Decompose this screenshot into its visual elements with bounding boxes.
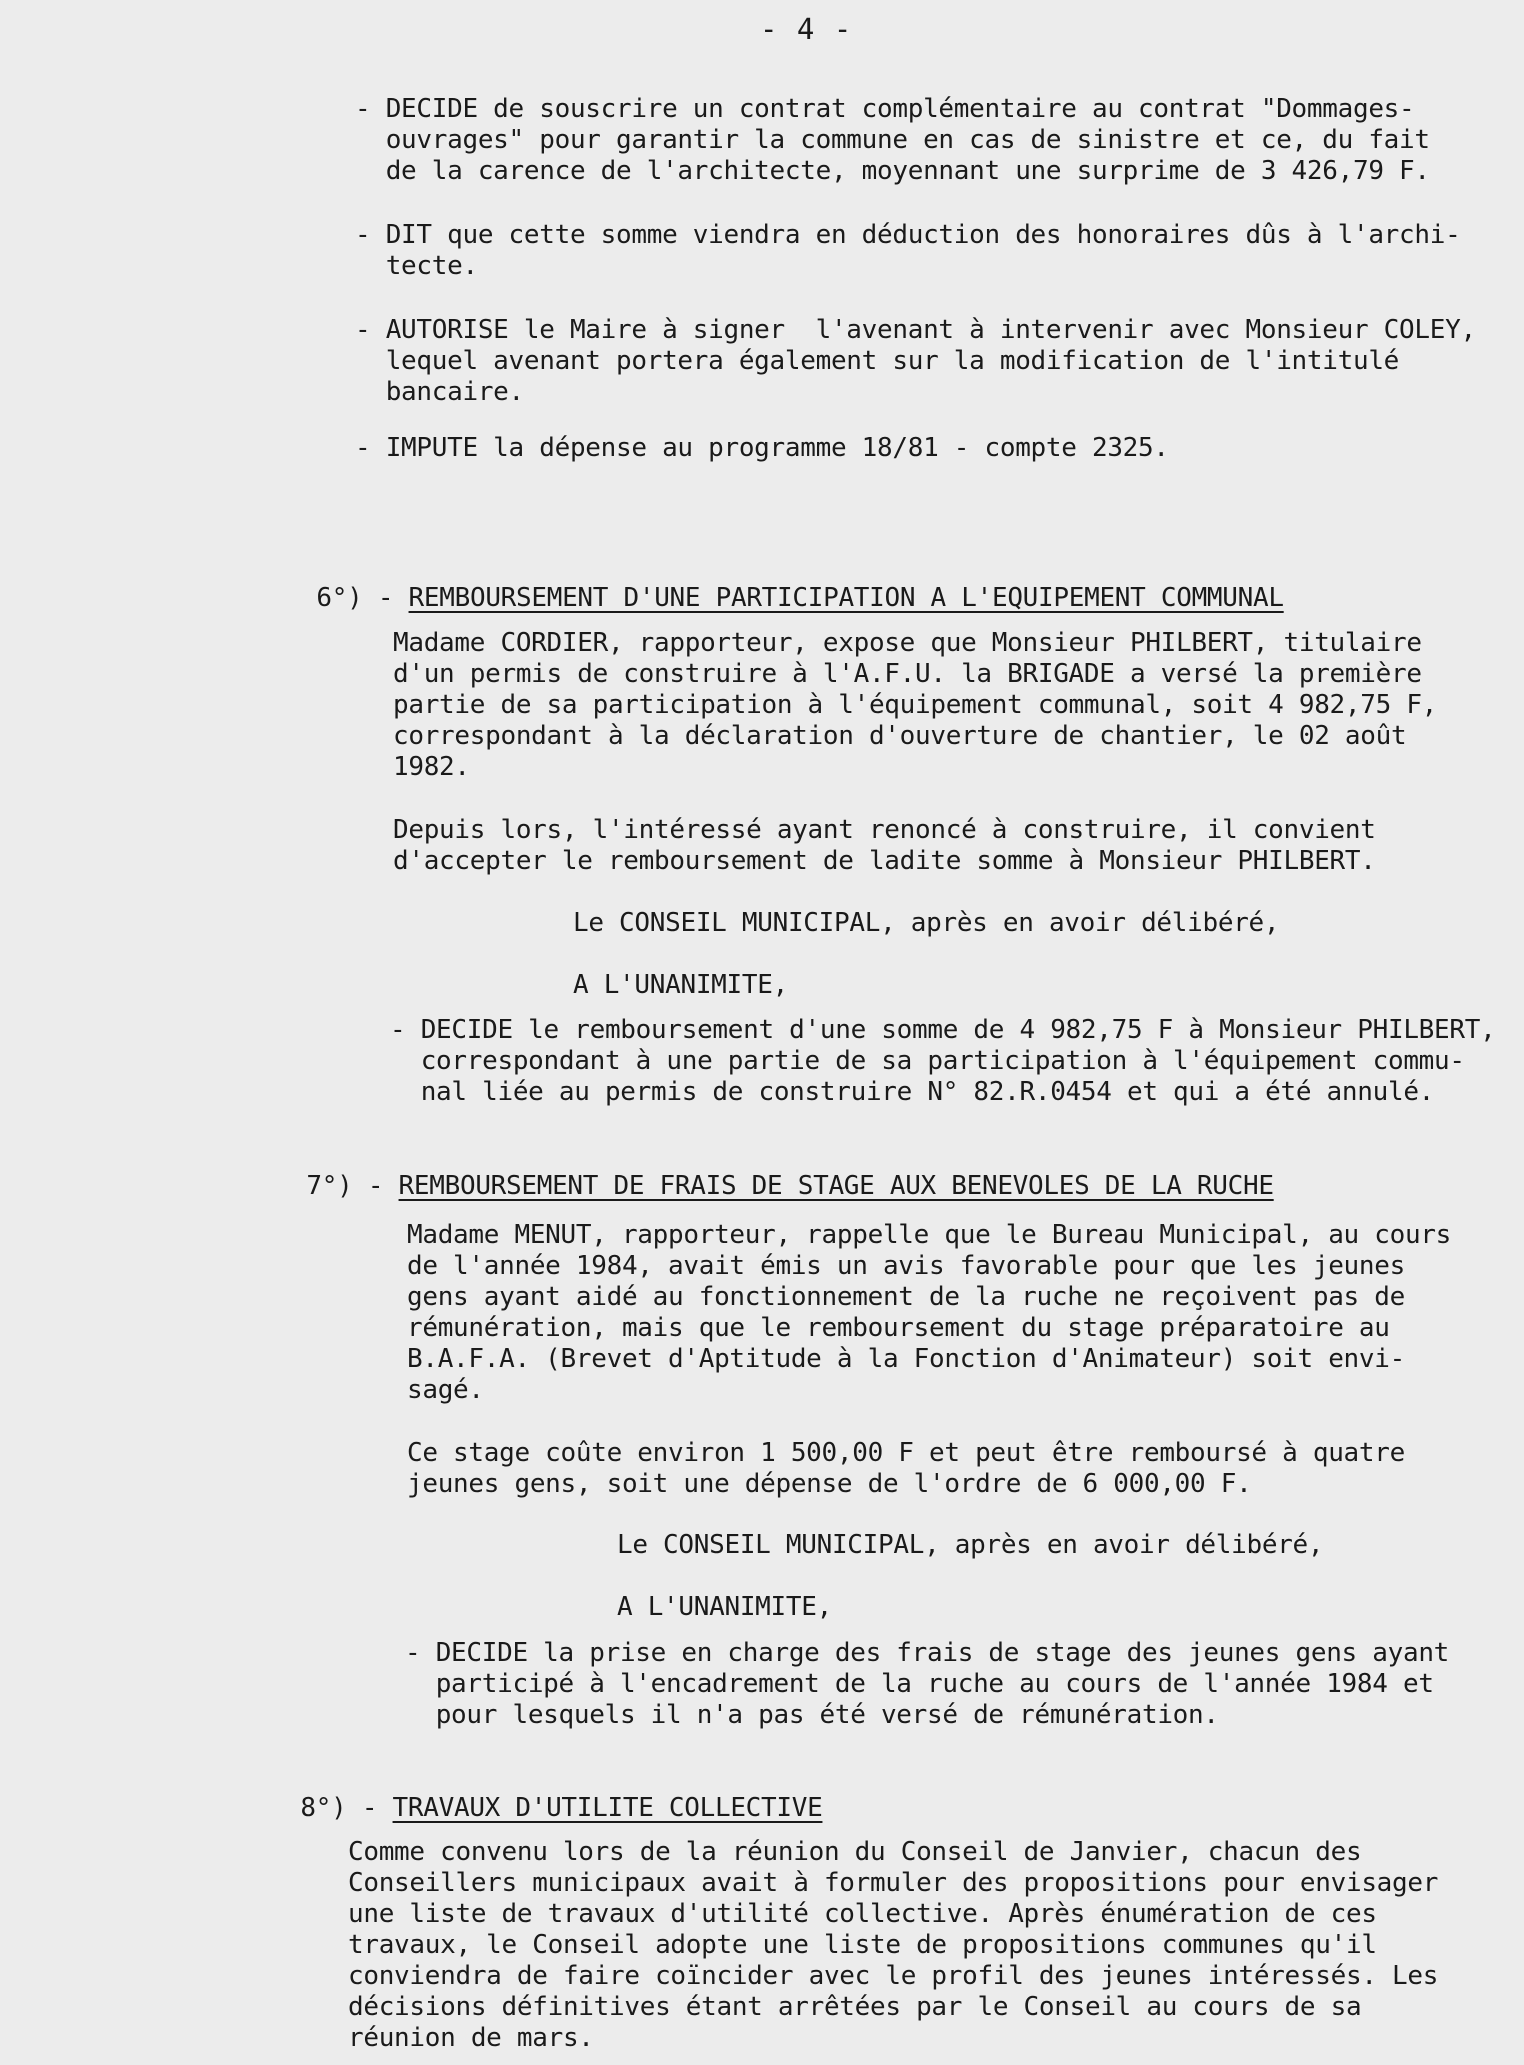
section-6-paragraph-1: Madame CORDIER, rapporteur, expose que Monsieur PHILBERT, titulaire d'un permis de construire à l'A.F.U. la BRIGADE a versé la première partie de sa participation à l'équipement communal, soit 4 982,75 F, correspondant à la déclaration d'ouverture de chantier, le 02 août 1982. xyxy=(393,628,1438,782)
section-8-paragraph: Comme convenu lors de la réunion du Conseil de Janvier, chacun des Conseillers municipaux avait à formuler des propositions pour envisager une liste de travaux d'utilité collective. Après énumération de ces travaux, le Conseil adopte une liste de propositions communes qu'il conviendra de faire coïncider avec le profil des jeunes intéressés. Les décisions définitives étant arrêtées par le Conseil au cours de sa réunion de mars. xyxy=(348,1837,1439,2053)
section-8-number: 8°) - xyxy=(300,1793,393,1823)
impute-paragraph: - IMPUTE la dépense au programme 18/81 - compte 2325. xyxy=(355,433,1169,463)
section-7-paragraph-1: Madame MENUT, rapporteur, rappelle que le Bureau Municipal, au cours de l'année 1984, avait émis un avis favorable pour que les jeunes gens ayant aidé au fonctionnement de la ruche ne reçoivent pas de rémunération, mais que le remboursement du stage préparatoire au B.A.F.A. (Brevet d'Aptitude à la Fonction d'Animateur) soit envi- sagé. xyxy=(407,1220,1452,1405)
section-7-decision: - DECIDE la prise en charge des frais de stage des jeunes gens ayant participé à l'encadrement de la ruche au cours de l'année 1984 et pour lesquels il n'a pas été versé de rémunération. xyxy=(405,1638,1450,1730)
section-6-council-line: Le CONSEIL MUNICIPAL, après en avoir délibéré, xyxy=(573,908,1280,938)
section-7-unanimity: A L'UNANIMITE, xyxy=(617,1592,832,1622)
section-7-paragraph-2: Ce stage coûte environ 1 500,00 F et peut être remboursé à quatre jeunes gens, soit une dépense de l'ordre de 6 000,00 F. xyxy=(407,1438,1405,1499)
section-6-paragraph-2: Depuis lors, l'intéressé ayant renoncé à construire, il convient d'accepter le remboursement de ladite somme à Monsieur PHILBERT. xyxy=(393,815,1376,876)
page-number: - 4 - xyxy=(760,12,853,46)
section-7-number: 7°) - xyxy=(306,1171,399,1201)
dit-paragraph: - DIT que cette somme viendra en déduction des honoraires dûs à l'archi- tecte. xyxy=(355,220,1461,281)
section-6-decision: - DECIDE le remboursement d'une somme de 4 982,75 F à Monsieur PHILBERT, correspondant à une partie de sa participation à l'équipement commu- nal liée au permis de construire N° 82.R.0454 et qui a été annulé. xyxy=(390,1015,1496,1107)
section-7-council-line: Le CONSEIL MUNICIPAL, après en avoir délibéré, xyxy=(617,1530,1324,1560)
autorise-paragraph: - AUTORISE le Maire à signer l'avenant à intervenir avec Monsieur COLEY, lequel avenant portera également sur la modification de l'intitulé bancaire. xyxy=(355,315,1476,407)
decide-contract-paragraph: - DECIDE de souscrire un contrat complémentaire au contrat "Dommages- ouvrages" pour garantir la commune en cas de sinistre et ce, du fait de la carence de l'architecte, moyennant une surprime de 3 426,79 F. xyxy=(355,94,1430,186)
section-6-unanimity: A L'UNANIMITE, xyxy=(573,970,788,1000)
section-6-title: REMBOURSEMENT D'UNE PARTICIPATION A L'EQUIPEMENT COMMUNAL xyxy=(408,583,1284,613)
section-8-title: TRAVAUX D'UTILITE COLLECTIVE xyxy=(392,1793,823,1823)
section-6-number: 6°) - xyxy=(316,583,409,613)
section-7-title: REMBOURSEMENT DE FRAIS DE STAGE AUX BENEVOLES DE LA RUCHE xyxy=(398,1171,1274,1201)
